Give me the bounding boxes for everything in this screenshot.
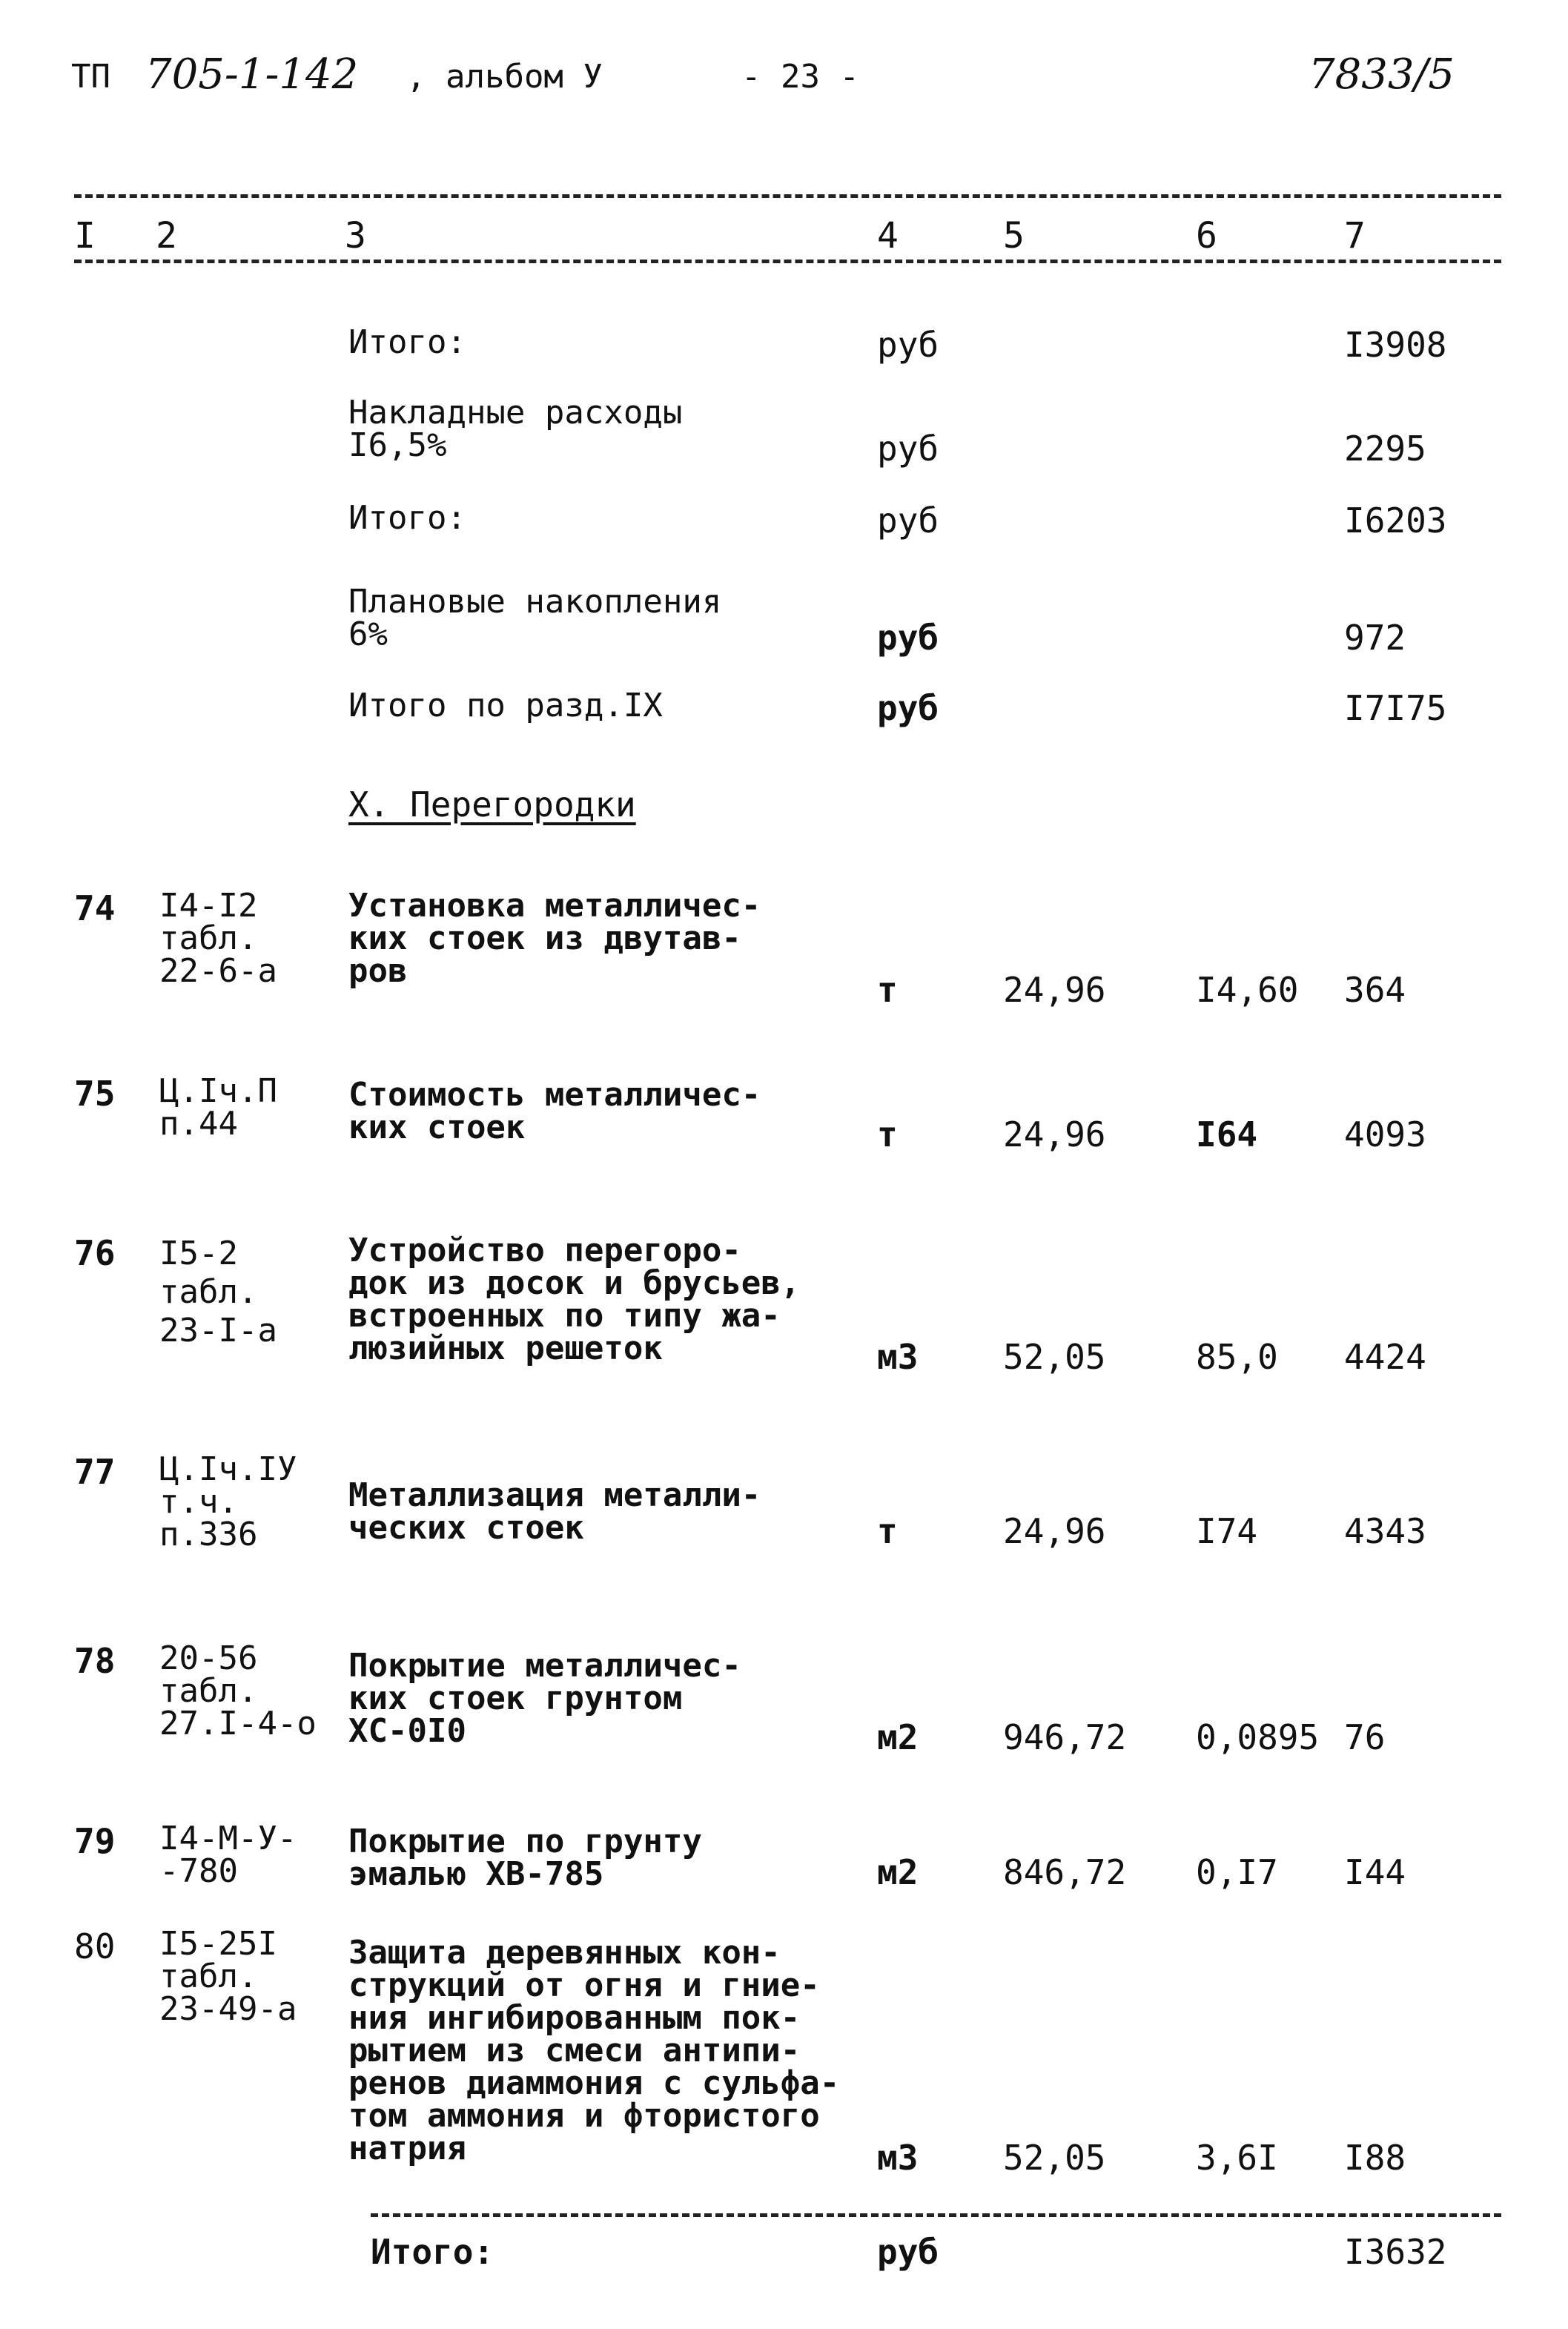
row-unit: м2 (877, 1717, 919, 1757)
row-number: 80 (74, 1926, 116, 1966)
row-unit-price: 85,0 (1196, 1337, 1278, 1377)
footer-total-unit: руб (877, 2232, 939, 2272)
row-description: Стоимость металличес- ких стоек (348, 1076, 761, 1146)
summary-label: Итого по разд.IX (348, 687, 663, 724)
column-header-7: 7 (1344, 215, 1366, 257)
row-quantity: 52,05 (1003, 2138, 1106, 2178)
row-unit: м3 (877, 1337, 919, 1377)
summary-total: I6203 (1344, 501, 1447, 541)
row-quantity: 52,05 (1003, 1337, 1106, 1377)
row-quantity: 946,72 (1003, 1717, 1127, 1757)
summary-total: 972 (1344, 618, 1406, 658)
row-unit: м2 (877, 1852, 919, 1892)
column-header-3: 3 (345, 215, 366, 257)
row-description: Металлизация металли- ческих стоек (348, 1476, 761, 1547)
row-total: 364 (1344, 970, 1406, 1010)
row-description: Покрытие по грунту эмалью ХВ-785 (348, 1823, 702, 1893)
summary-total: 2295 (1344, 429, 1426, 469)
row-description: Устройство перегоро- док из досок и брусьев, встроенных по типу жа- люзийных решеток (348, 1232, 801, 1367)
row-description: Установка металличес- ких стоек из двутав- ров (348, 887, 761, 990)
row-total: 4424 (1344, 1337, 1426, 1377)
section-title: Х. Перегородки (348, 784, 636, 825)
row-unit-price: 3,6I (1196, 2138, 1278, 2178)
summary-unit: руб (877, 688, 939, 728)
row-quantity: 24,96 (1003, 1511, 1106, 1551)
row-reference: I4-М-У- -780 (159, 1820, 297, 1890)
row-quantity: 24,96 (1003, 1114, 1106, 1154)
row-total: I44 (1344, 1852, 1406, 1892)
row-description: Защита деревянных кон- струкций от огня и гние- ния ингибированным пок- рытием из смеси антипи- ренов диаммония с сульфа- том аммония и фтористого натрия (348, 1934, 840, 2167)
summary-total: I3908 (1344, 325, 1447, 365)
doc-type: ТП (71, 58, 110, 96)
summary-label: Итого: (348, 323, 466, 361)
footer-total-label: Итого: (371, 2232, 494, 2272)
column-header-1: I (74, 215, 96, 257)
row-unit: т (877, 970, 898, 1010)
row-reference: Ц.Iч.П п.44 (159, 1072, 277, 1143)
row-number: 76 (74, 1233, 116, 1273)
row-number: 77 (74, 1452, 116, 1492)
row-total: I88 (1344, 2138, 1406, 2178)
summary-label: Итого: (348, 499, 466, 537)
row-total: 4093 (1344, 1114, 1426, 1154)
header-top-rule (74, 194, 1501, 198)
row-unit-price: 0,0895 (1196, 1717, 1320, 1757)
column-header-5: 5 (1003, 215, 1025, 257)
footer-total-value: I3632 (1344, 2232, 1447, 2272)
row-reference: Ц.Iч.IУ т.ч. п.336 (159, 1450, 297, 1553)
summary-label: Накладные расходы I6,5% (348, 394, 683, 464)
sheet-code: 7833/5 (1309, 50, 1455, 99)
row-unit: т (877, 1114, 898, 1154)
row-description: Покрытие металличес- ких стоек грунтом ХС-0I0 (348, 1647, 741, 1750)
album-label: , альбом У (406, 58, 603, 96)
row-total: 4343 (1344, 1511, 1426, 1551)
row-reference: I5-25I табл. 23-49-а (159, 1925, 297, 2028)
row-unit: м3 (877, 2138, 919, 2178)
summary-unit: руб (877, 501, 939, 541)
row-reference: I5-2 табл. 23-I-а (159, 1235, 277, 1350)
column-header-4: 4 (877, 215, 899, 257)
header-bottom-rule (74, 260, 1501, 263)
column-header-6: 6 (1196, 215, 1217, 257)
row-total: 76 (1344, 1717, 1386, 1757)
footer-rule (371, 2213, 1501, 2217)
summary-unit: руб (877, 618, 939, 658)
row-reference: 20-56 табл. 27.I-4-о (159, 1639, 317, 1742)
column-header-2: 2 (156, 215, 177, 257)
row-quantity: 846,72 (1003, 1852, 1127, 1892)
summary-total: I7I75 (1344, 688, 1447, 728)
row-unit-price: I4,60 (1196, 970, 1299, 1010)
row-unit-price: I74 (1196, 1511, 1258, 1551)
row-unit-price: 0,I7 (1196, 1852, 1278, 1892)
page-number: - 23 - (741, 58, 859, 96)
row-unit-price: I64 (1196, 1114, 1258, 1154)
row-quantity: 24,96 (1003, 970, 1106, 1010)
row-reference: I4-I2 табл. 22-6-а (159, 887, 277, 990)
row-number: 74 (74, 888, 116, 928)
row-unit: т (877, 1511, 898, 1551)
row-number: 75 (74, 1074, 116, 1114)
summary-unit: руб (877, 325, 939, 365)
project-code: 705-1-142 (145, 50, 359, 99)
summary-label: Плановые накопления 6% (348, 583, 722, 653)
row-number: 78 (74, 1641, 116, 1681)
summary-unit: руб (877, 429, 939, 469)
row-number: 79 (74, 1821, 116, 1861)
